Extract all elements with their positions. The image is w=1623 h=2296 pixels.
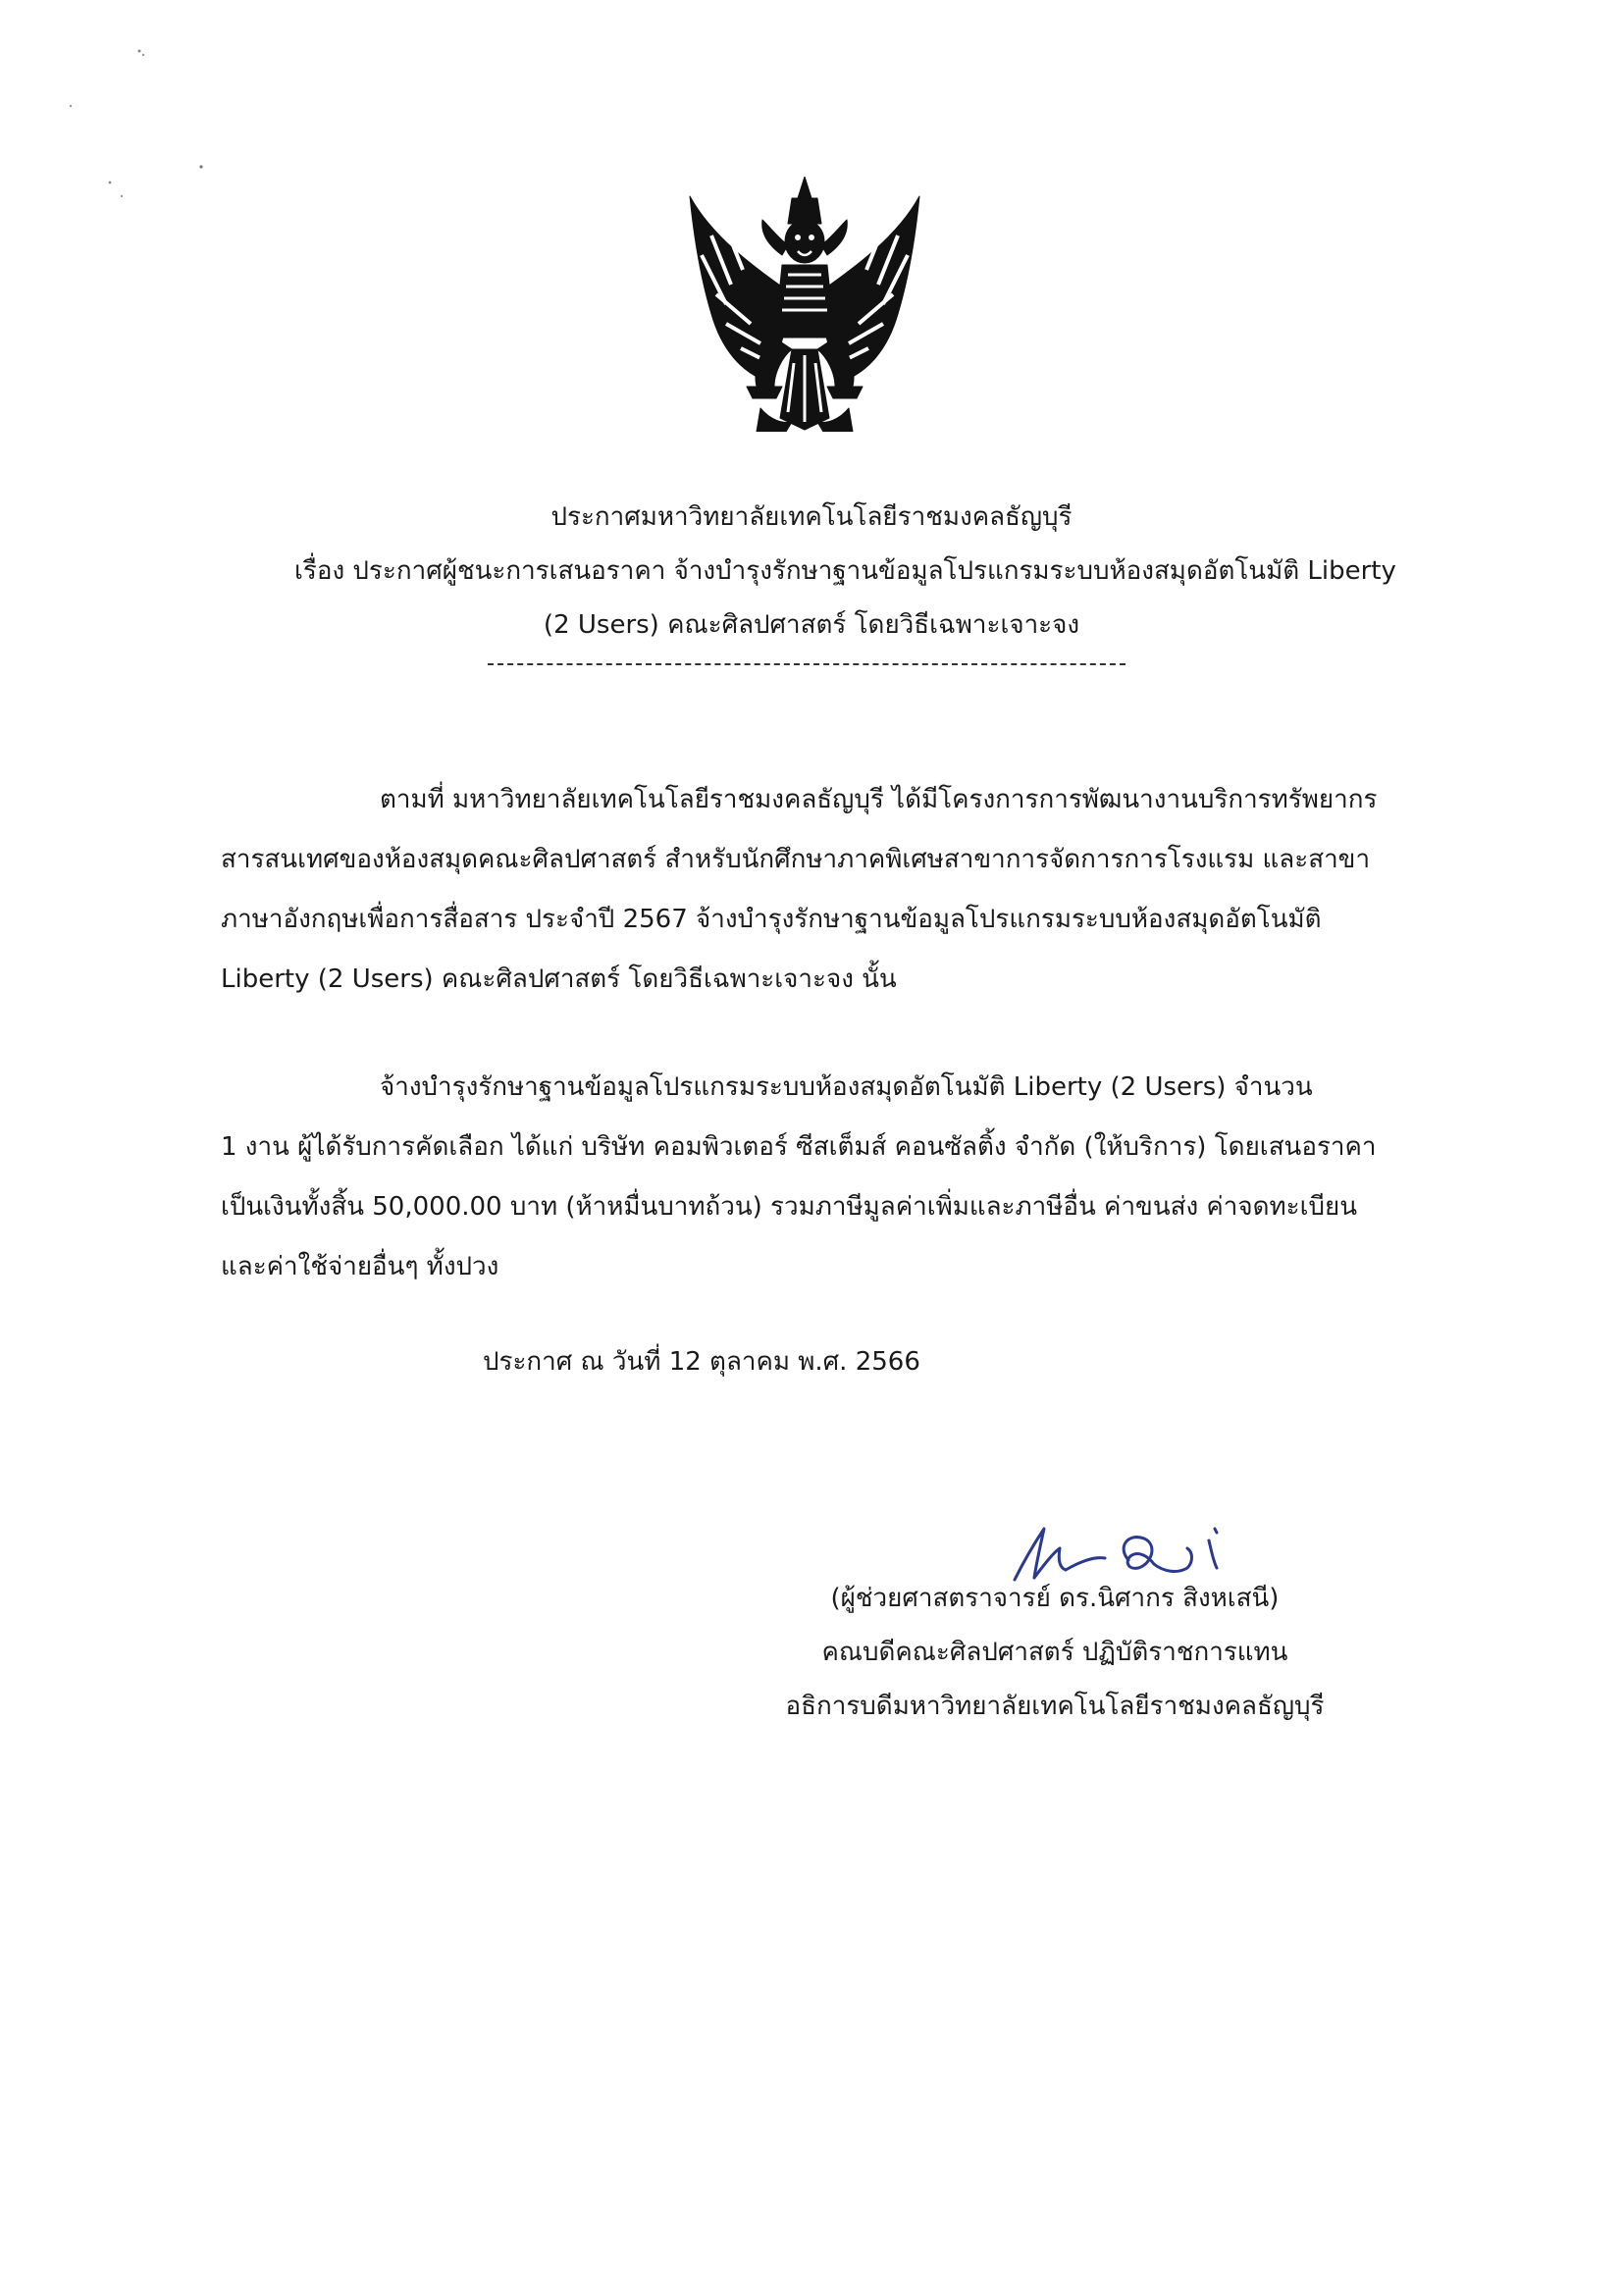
signer-on-behalf: อธิการบดีมหาวิทยาลัยเทคโนโลยีราชมงคลธัญบุรี	[785, 1692, 1325, 1721]
header-subject: เรื่อง ประกาศผู้ชนะการเสนอราคา จ้างบำรุงรักษาฐานข้อมูลโปรแกรมระบบห้องสมุดอัตโนมัติ Liberty	[294, 556, 1396, 586]
paragraph-1-line: ตามที่ มหาวิทยาลัยเทคโนโลยีราชมงคลธัญบุรี ได้มีโครงการการพัฒนางานบริการทรัพยากร	[380, 785, 1378, 814]
paragraph-2-line: เป็นเงินทั้งสิ้น 50,000.00 บาท (ห้าหมื่นบาทถ้วน) รวมภาษีมูลค่าเพิ่มและภาษีอื่น ค่าขนส่ง ค่าจดทะเบียน	[221, 1192, 1358, 1222]
header-divider	[488, 663, 1126, 665]
paragraph-1-line: สารสนเทศของห้องสมุดคณะศิลปศาสตร์ สำหรับนักศึกษาภาคพิเศษสาขาการจัดการการโรงแรม และสาขา	[221, 845, 1371, 874]
announcement-header	[294, 491, 1396, 652]
paragraph-2-line: จ้างบำรุงรักษาฐานข้อมูลโปรแกรมระบบห้องสมุดอัตโนมัติ Liberty (2 Users) จำนวน	[380, 1072, 1313, 1102]
paragraph-1-line: ภาษาอังกฤษเพื่อการสื่อสาร ประจำปี 2567 จ้างบำรุงรักษาฐานข้อมูลโปรแกรมระบบห้องสมุดอัตโนมัติ	[221, 905, 1322, 934]
signer-position: คณบดีคณะศิลปศาสตร์ ปฏิบัติราชการแทน	[821, 1638, 1288, 1667]
paragraph-1-line: Liberty (2 Users) คณะศิลปศาสตร์ โดยวิธีเฉพาะเจาะจง นั้น	[221, 965, 897, 994]
scan-specks	[0, 0, 255, 255]
paragraph-2-line: 1 งาน ผู้ได้รับการคัดเลือก ได้แก่ บริษัท คอมพิวเตอร์ ซีสเต็มส์ คอนซัลติ้ง จำกัด (ให้บริการ) โดยเสนอราคา	[221, 1132, 1377, 1162]
paragraph-2	[221, 1058, 1426, 1297]
signer-name: (ผู้ช่วยศาสตราจารย์ ดร.นิศากร สิงหเสนี)	[830, 1584, 1280, 1613]
garuda-emblem-icon	[672, 177, 937, 432]
header-title: ประกาศมหาวิทยาลัยเทคโนโลยีราชมงคลธัญบุรี	[550, 502, 1073, 532]
header-subject-cont: (2 Users) คณะศิลปศาสตร์ โดยวิธีเฉพาะเจาะจง	[543, 610, 1080, 640]
paragraph-2-line: และค่าใช้จ่ายอื่นๆ ทั้งปวง	[221, 1252, 499, 1281]
paragraph-1	[221, 770, 1426, 1010]
announcement-date: ประกาศ ณ วันที่ 12 ตุลาคม พ.ศ. 2566	[483, 1347, 920, 1377]
signer-block	[756, 1572, 1354, 1734]
